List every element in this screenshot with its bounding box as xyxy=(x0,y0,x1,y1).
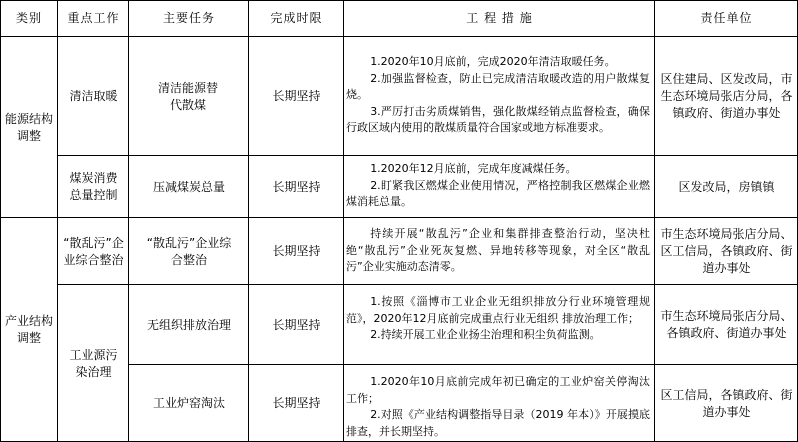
responsible-row-3: 市生态环境局张店分局、区工信局，各镇政府、街道办事处 xyxy=(660,227,793,275)
measures-row-5 xyxy=(346,374,653,440)
key-work-coal-control: 煤炭消费总量控制 xyxy=(69,171,118,202)
responsible-row-2: 区发改局，房镇镇 xyxy=(678,179,775,194)
measure-item: 2.盯紧我区燃煤企业使用情况，严格控制我区燃煤企业燃煤消耗总量。 xyxy=(346,178,650,208)
header-responsible: 责任单位 xyxy=(700,11,753,25)
measure-item: 2.对照《产业结构调整指导目录（2019 年本）》开展摸底排查，并长期坚持。 xyxy=(346,408,650,438)
header-deadline: 完成时限 xyxy=(270,11,323,25)
key-work-clean-heating: 清洁取暖 xyxy=(69,89,118,103)
key-work-industrial-pollution: 工业源污染治理 xyxy=(69,347,118,379)
responsible-row-1: 区住建局、区发改局，市生态环境局张店分局，各镇政府、街道办事处 xyxy=(660,72,793,120)
key-work-sanluanwu: “散乱污”企业综合整治 xyxy=(63,235,124,267)
measures-row-3 xyxy=(346,226,653,283)
measure-item: 1.2020年10月底前，完成2020年清洁取暖任务。 xyxy=(370,55,616,68)
measure-item: 1.按照《淄博市工业企业无组织排放分行业环境管理规范》，2020年12月底前完成重点行业无组织 排放治理工作； xyxy=(346,295,650,325)
measure-item: 2.加强监督检查，防止已完成清洁取暖改造的用户散煤复烧。 xyxy=(346,71,650,101)
deadline-row-2: 长期坚持 xyxy=(272,179,321,194)
task-kiln-elimination: 工业炉窑淘汰 xyxy=(152,396,225,410)
deadline-row-1: 长期坚持 xyxy=(272,89,321,103)
header-key-work: 重点工作 xyxy=(67,11,120,25)
measures-row-4 xyxy=(346,294,653,362)
deadline-row-4: 长期坚持 xyxy=(272,317,321,332)
measure-item: 1.2020年10月底前完成年初已确定的工业炉窑关停淘汰工作； xyxy=(346,375,650,405)
header-main-task: 主要任务 xyxy=(162,11,215,25)
task-reduce-coal: 压减煤炭总量 xyxy=(152,179,225,194)
responsible-row-5: 区工信局，各镇政府、街道办事处 xyxy=(660,387,793,419)
measures-row-1 xyxy=(346,54,653,154)
category-energy: 能源结构调整 xyxy=(4,111,53,143)
deadline-row-5: 长期坚持 xyxy=(272,396,321,410)
task-sanluanwu: “散乱污”企业综合整治 xyxy=(146,235,232,267)
measures-row-2 xyxy=(346,161,653,216)
measure-item: 1.2020年12月底前，完成年度减煤任务。 xyxy=(370,162,577,175)
task-unorganized-emission: 无组织排放治理 xyxy=(146,317,231,332)
measure-item: 2.持续开展工业企业扬尘治理和积尘负荷监测。 xyxy=(370,328,601,341)
header-category: 类别 xyxy=(15,11,42,25)
task-clean-energy: 清洁能源替代散煤 xyxy=(157,80,218,112)
header-measures: 工 程 措 施 xyxy=(466,11,533,25)
deadline-row-3: 长期坚持 xyxy=(272,244,321,258)
category-industry: 产业结构调整 xyxy=(4,314,53,345)
measure-item: 3.严厉打击劣质煤销售，强化散煤经销点监督检查，确保行政区域内使用的散煤质量符合国家或地方标准要求。 xyxy=(346,104,650,134)
measure-item: 持续开展“散乱污”企业和集群排查整治行动，坚决杜绝“散乱污”企业死灰复燃、异地转移等现象，对全区“散乱污”企业实施动态清零。 xyxy=(346,227,650,273)
responsible-row-4: 市生态环境局张店分局、各镇政府、街道办事处 xyxy=(660,309,793,340)
